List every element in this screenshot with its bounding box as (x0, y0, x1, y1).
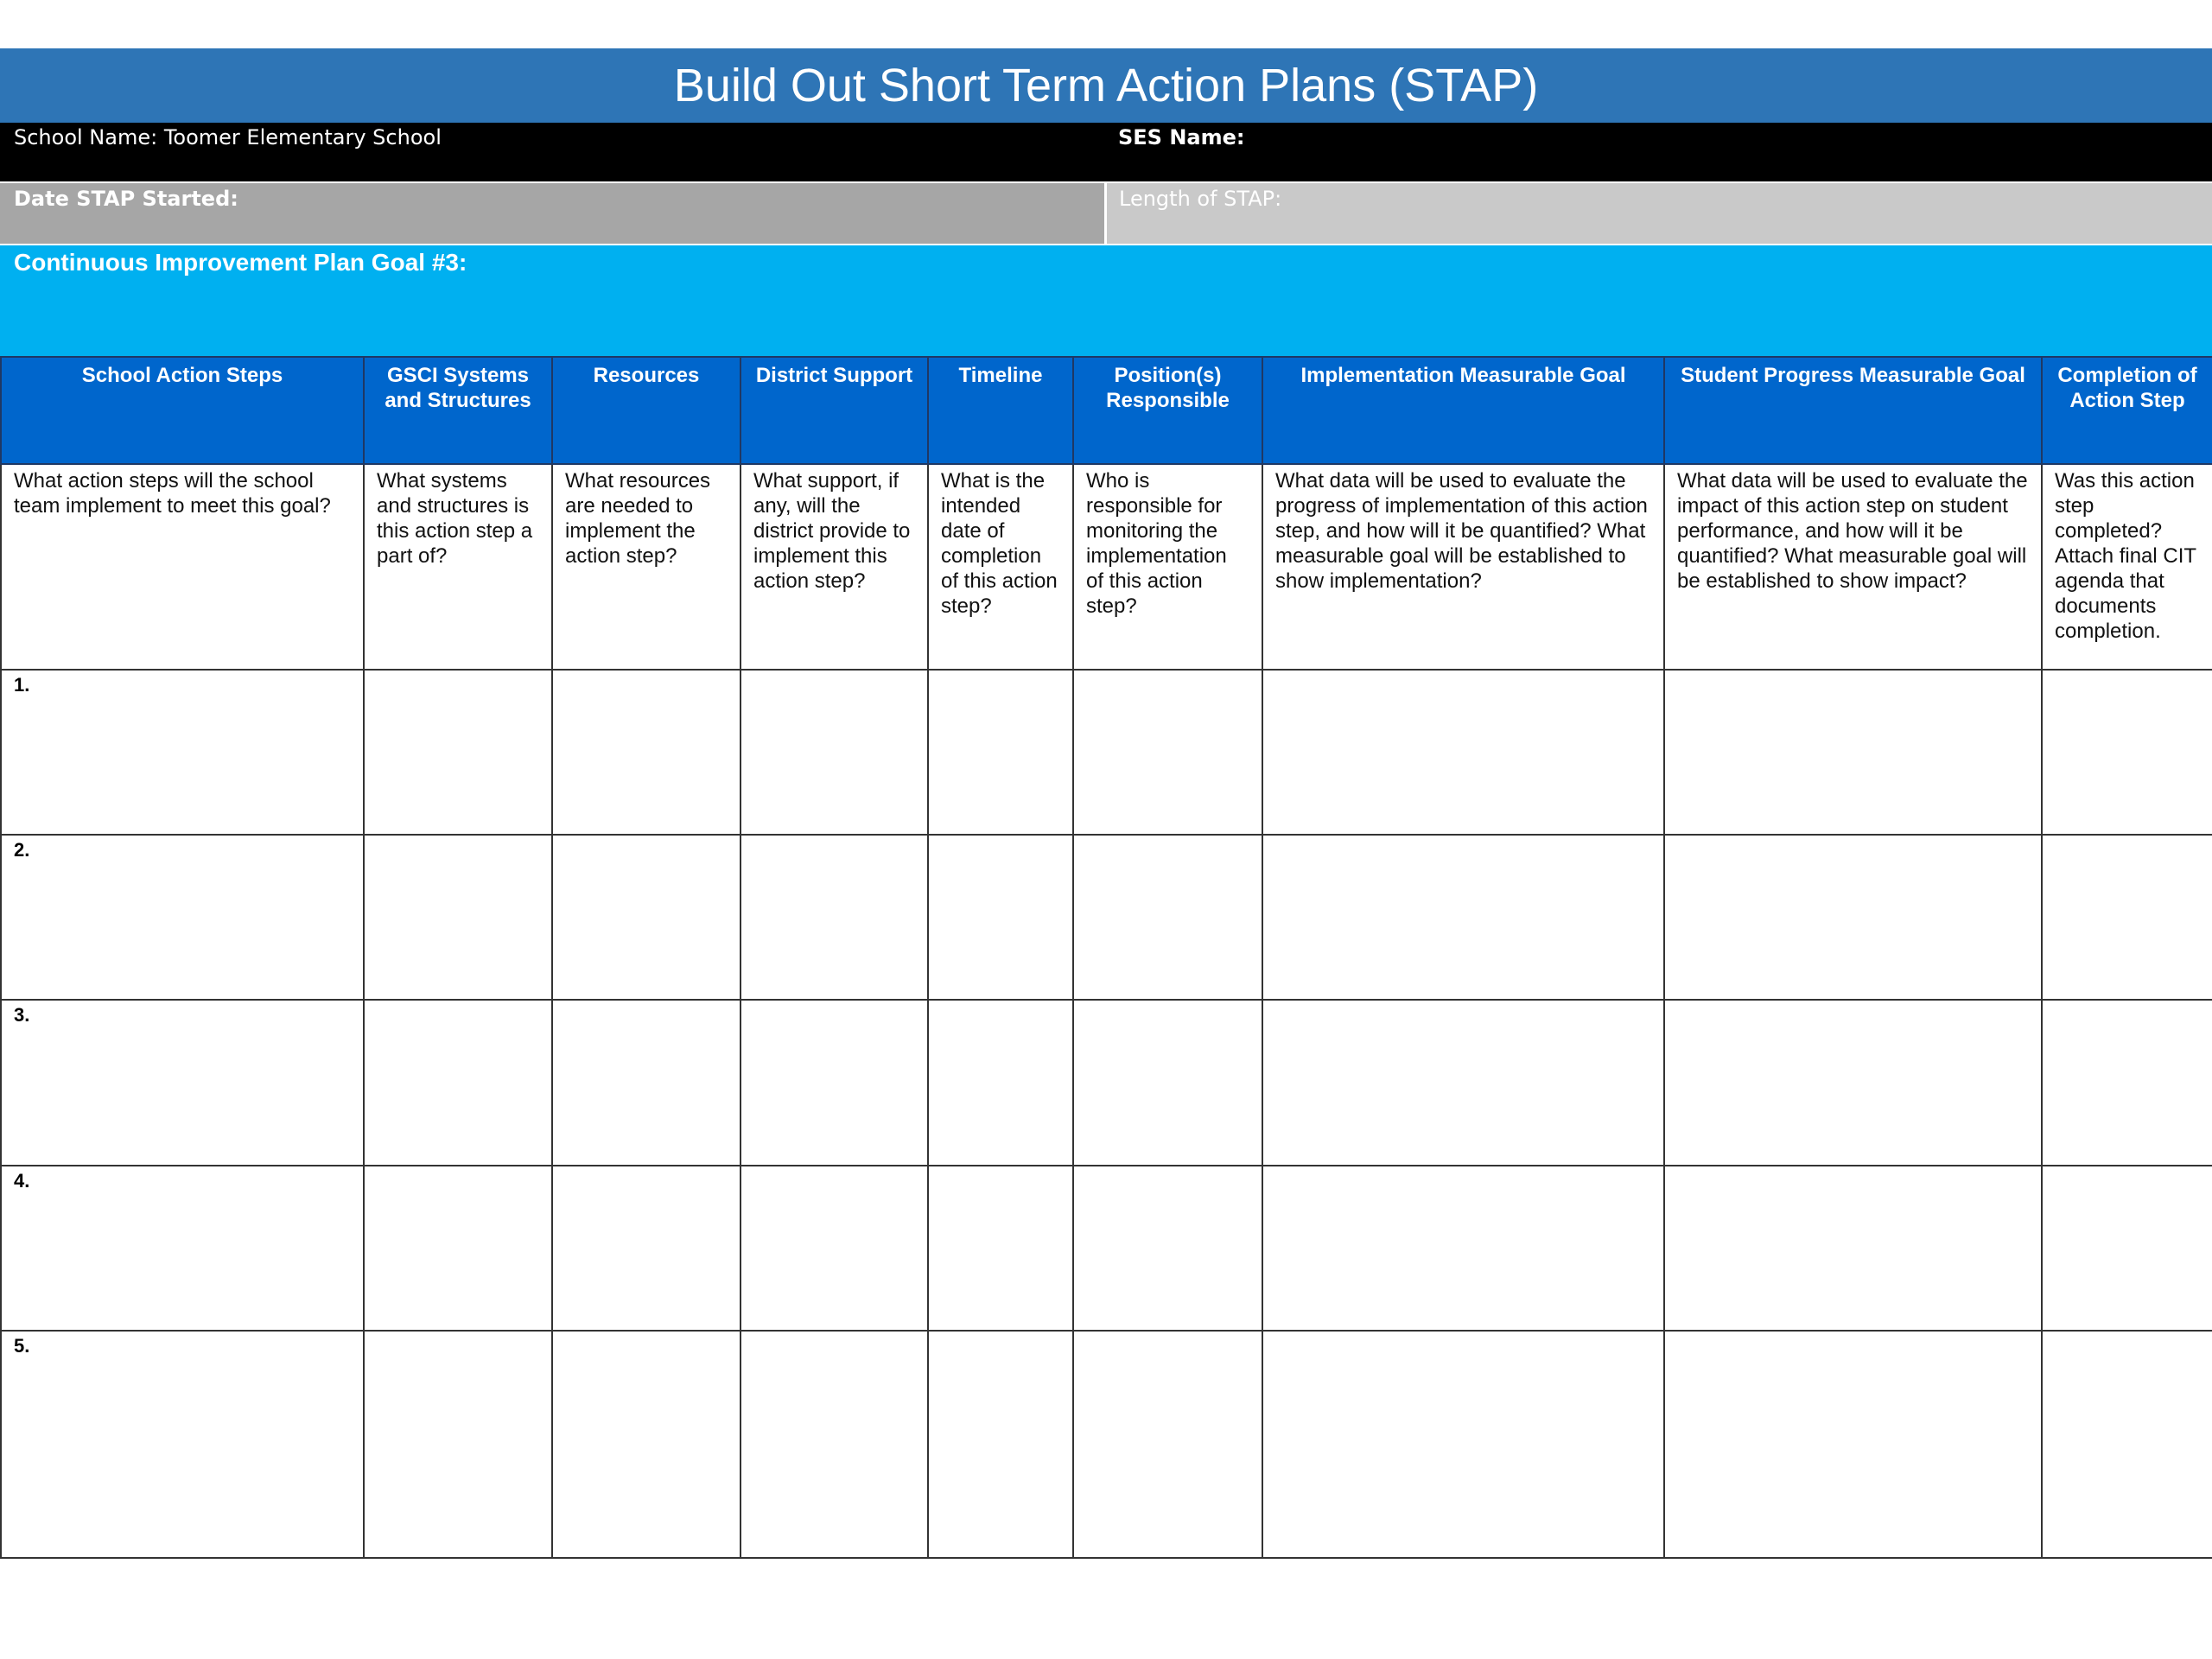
length-label: Length of STAP: (1119, 187, 1282, 211)
row-number: 4. (14, 1169, 30, 1192)
row-number: 5. (14, 1334, 30, 1357)
table-cell[interactable] (741, 1331, 928, 1558)
table-cell[interactable] (1664, 1166, 2042, 1331)
column-header: School Action Steps (1, 357, 364, 464)
row-number: 3. (14, 1004, 30, 1027)
table-cell[interactable] (928, 835, 1073, 1000)
table-cell[interactable] (1073, 1331, 1262, 1558)
table-cell[interactable] (1262, 1000, 1664, 1165)
table-cell[interactable] (928, 1000, 1073, 1165)
action-step-row (1, 1166, 2212, 1331)
table-cell[interactable] (928, 1166, 1073, 1331)
guiding-question: What systems and structures is this action step a part of? (364, 464, 552, 670)
table-cell[interactable] (1664, 1000, 2042, 1165)
action-step-row (1, 1000, 2212, 1165)
action-step-row (1, 1331, 2212, 1558)
table-cell[interactable] (1073, 1000, 1262, 1165)
goal-field[interactable] (0, 245, 2212, 356)
column-header-row (1, 357, 2212, 464)
guiding-questions-row (1, 464, 2212, 670)
table-cell[interactable] (1262, 1331, 1664, 1558)
column-header: Completion of Action Step (2042, 357, 2212, 464)
date-started-label: Date STAP Started: (14, 187, 238, 211)
table-cell[interactable] (2042, 1000, 2212, 1165)
table-cell[interactable] (928, 670, 1073, 835)
page-title: Build Out Short Term Action Plans (STAP) (0, 48, 2212, 123)
table-cell[interactable] (364, 835, 552, 1000)
table-cell[interactable] (1664, 1331, 2042, 1558)
table-cell[interactable] (1262, 670, 1664, 835)
table-cell[interactable] (1073, 1166, 1262, 1331)
ses-name-field[interactable]: SES Name: (1118, 125, 1245, 149)
table-cell[interactable] (364, 1331, 552, 1558)
table-cell[interactable] (2042, 670, 2212, 835)
column-header: District Support (741, 357, 928, 464)
table-cell[interactable] (1073, 670, 1262, 835)
guiding-question: What action steps will the school team implement to meet this goal? (1, 464, 364, 670)
action-step-row (1, 670, 2212, 835)
guiding-question: What support, if any, will the district provide to implement this action step? (741, 464, 928, 670)
column-header: Timeline (928, 357, 1073, 464)
action-step-cell[interactable] (1, 1166, 364, 1331)
column-header: Resources (552, 357, 741, 464)
guiding-question: What data will be used to evaluate the impact of this action step on student performance, and how will it be quantified? What measurable goal will be established to show impact? (1664, 464, 2042, 670)
table-cell[interactable] (364, 670, 552, 835)
school-name-field[interactable]: School Name: Toomer Elementary School (14, 125, 442, 149)
guiding-question: What data will be used to evaluate the progress of implementation of this action step, and how will it be quantified? What measurable goal will be established to show implementation? (1262, 464, 1664, 670)
length-field[interactable] (1107, 183, 2212, 244)
table-cell[interactable] (1664, 835, 2042, 1000)
table-cell[interactable] (364, 1000, 552, 1165)
table-cell[interactable] (2042, 1166, 2212, 1331)
row-number: 1. (14, 674, 30, 696)
date-started-field[interactable] (0, 183, 1104, 244)
table-cell[interactable] (741, 1166, 928, 1331)
table-cell[interactable] (552, 1166, 741, 1331)
column-header: Implementation Measurable Goal (1262, 357, 1664, 464)
guiding-question: Who is responsible for monitoring the implementation of this action step? (1073, 464, 1262, 670)
table-cell[interactable] (1262, 835, 1664, 1000)
action-plan-table (0, 356, 2212, 1559)
action-step-row (1, 835, 2212, 1000)
table-cell[interactable] (928, 1331, 1073, 1558)
guiding-question: Was this action step completed? Attach final CIT agenda that documents completion. (2042, 464, 2212, 670)
table-cell[interactable] (1262, 1166, 1664, 1331)
row-number: 2. (14, 839, 30, 861)
guiding-question: What resources are needed to implement the action step? (552, 464, 741, 670)
table-cell[interactable] (2042, 1331, 2212, 1558)
action-step-cell[interactable] (1, 1000, 364, 1165)
goal-label: Continuous Improvement Plan Goal #3: (14, 249, 467, 276)
table-cell[interactable] (741, 835, 928, 1000)
table-cell[interactable] (364, 1166, 552, 1331)
date-info-bar (0, 183, 2212, 244)
table-cell[interactable] (741, 1000, 928, 1165)
table-cell[interactable] (1664, 670, 2042, 835)
table-cell[interactable] (1073, 835, 1262, 1000)
table-cell[interactable] (741, 670, 928, 835)
table-cell[interactable] (552, 670, 741, 835)
school-info-bar (0, 123, 2212, 181)
table-cell[interactable] (552, 1000, 741, 1165)
column-header: Student Progress Measurable Goal (1664, 357, 2042, 464)
action-step-cell[interactable] (1, 835, 364, 1000)
column-header: Position(s) Responsible (1073, 357, 1262, 464)
guiding-question: What is the intended date of completion of this action step? (928, 464, 1073, 670)
column-header: GSCI Systems and Structures (364, 357, 552, 464)
table-cell[interactable] (552, 835, 741, 1000)
table-cell[interactable] (552, 1331, 741, 1558)
action-step-cell[interactable] (1, 1331, 364, 1558)
table-cell[interactable] (2042, 835, 2212, 1000)
action-step-cell[interactable] (1, 670, 364, 835)
